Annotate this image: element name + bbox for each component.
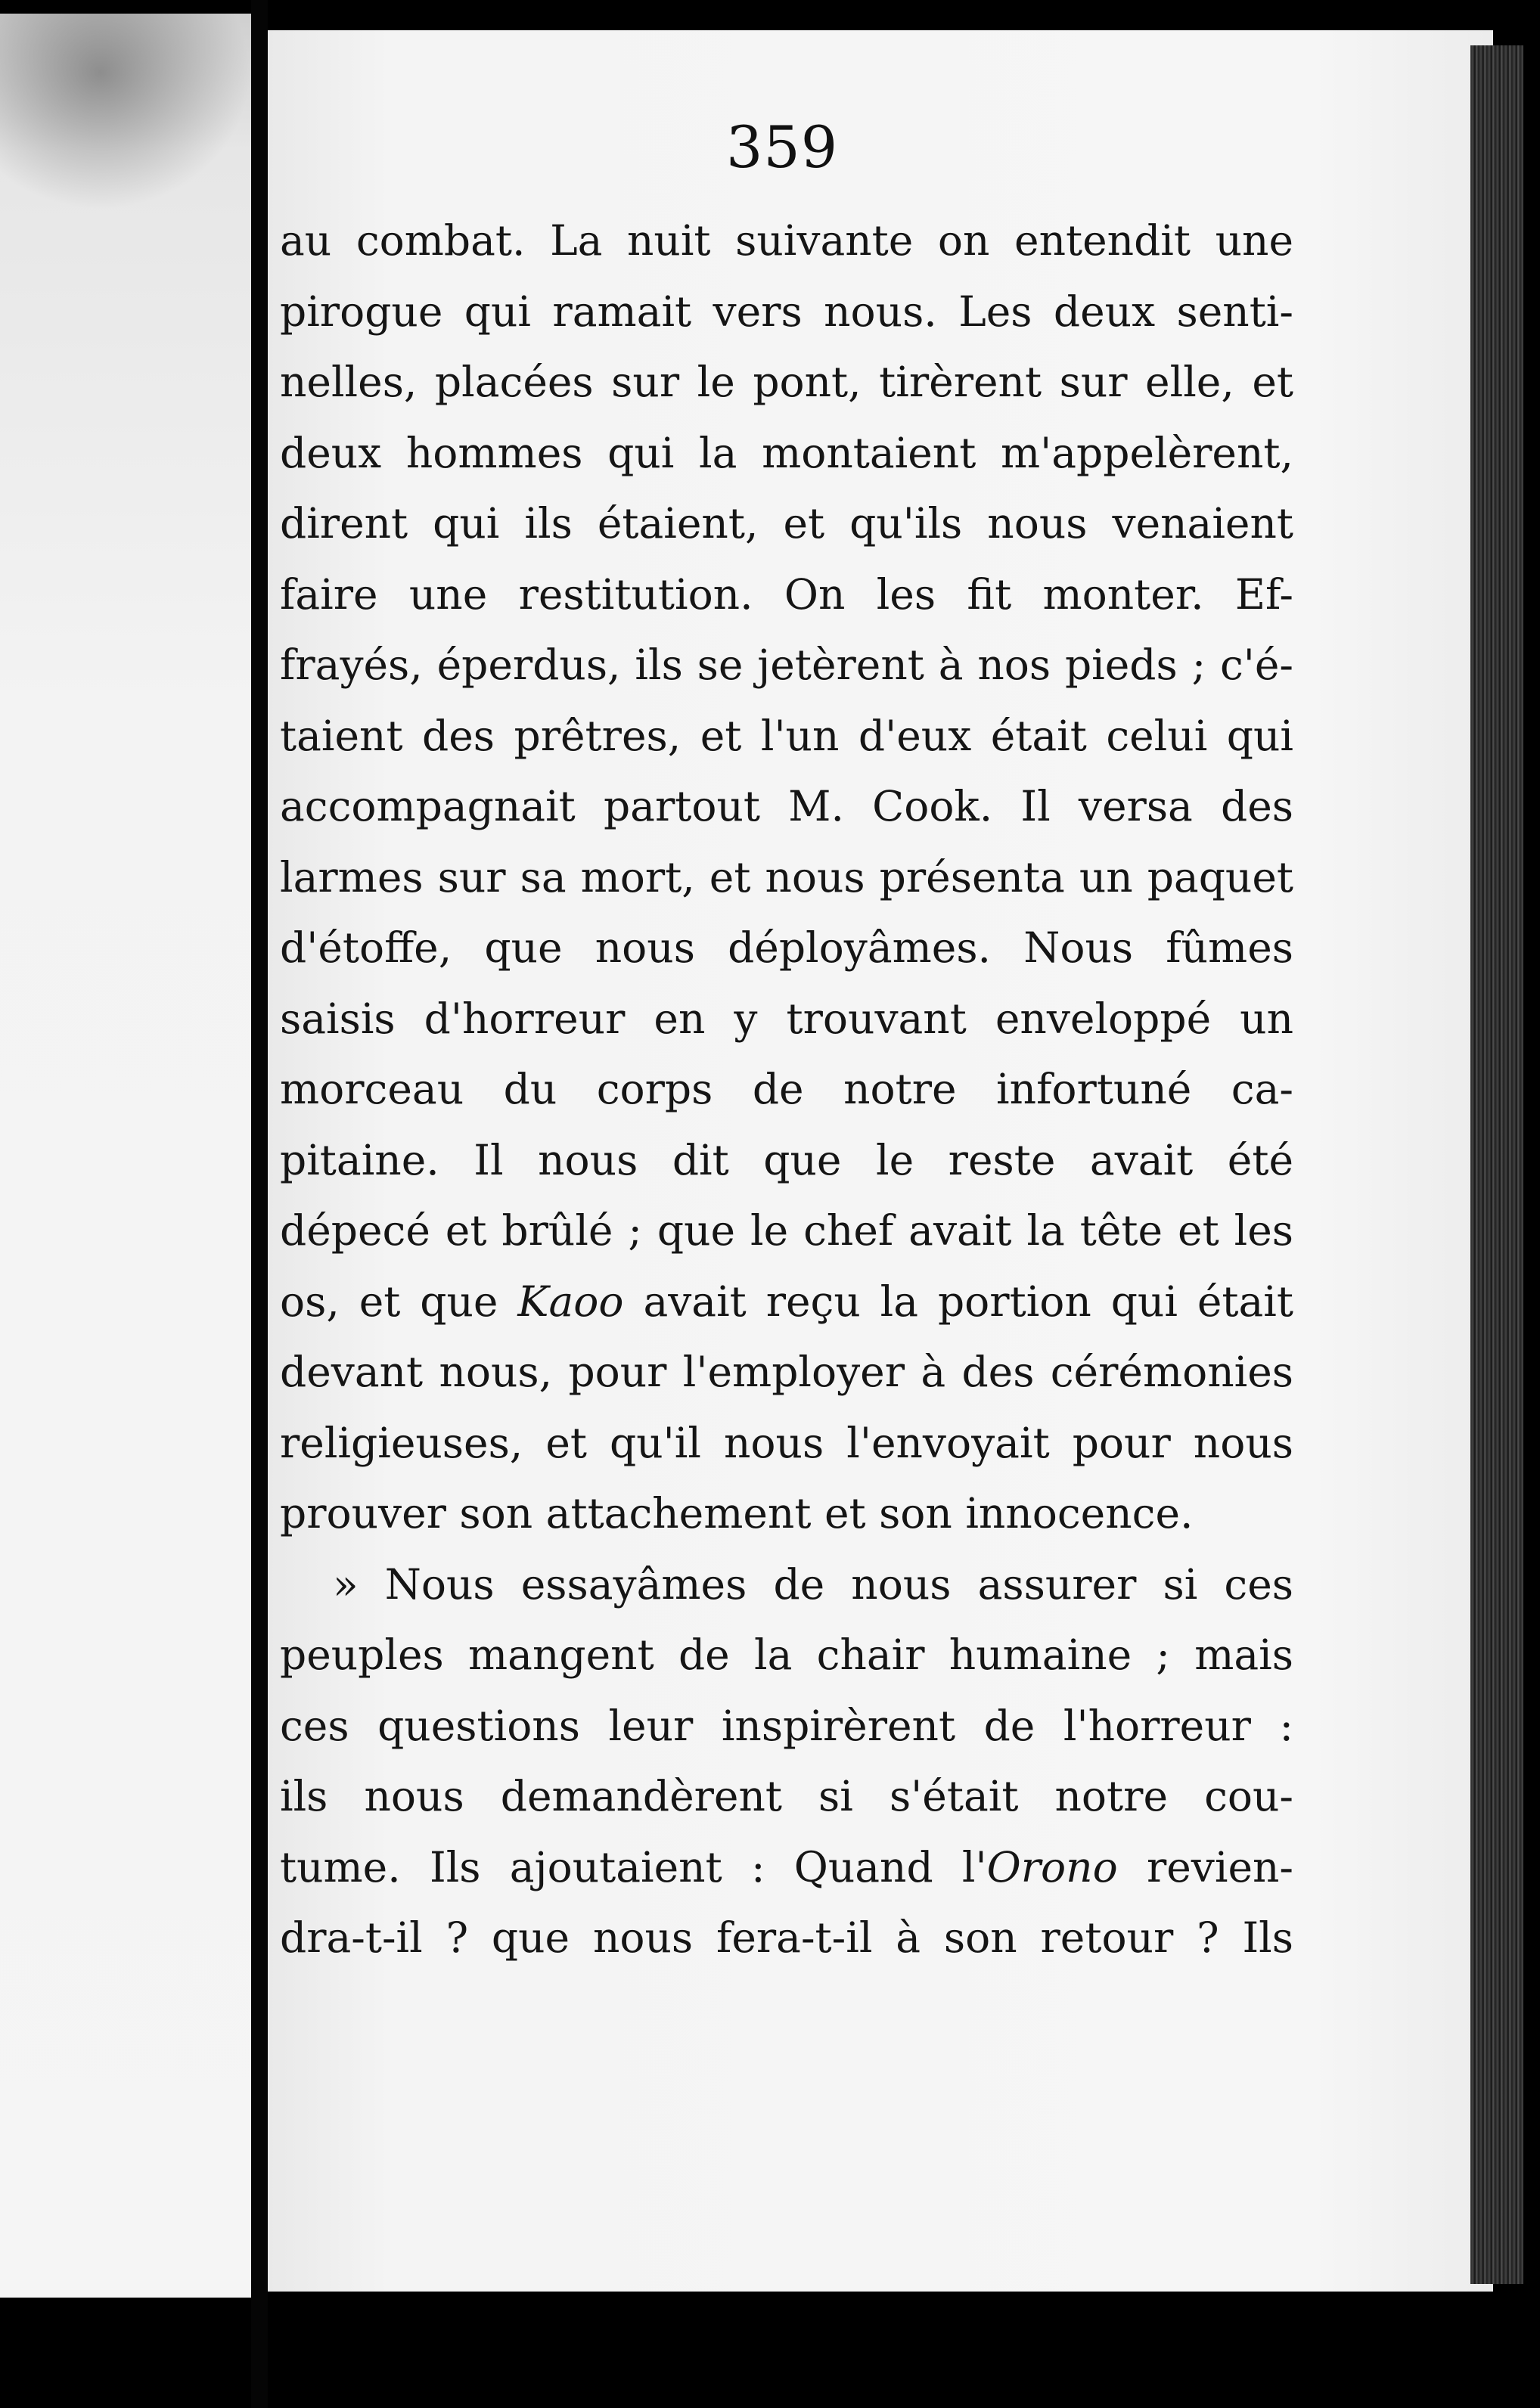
text-line: [280, 1832, 1293, 1904]
page-edges: [1470, 45, 1523, 2284]
text-line: dirent qui ils étaient, et qu'ils nous venaient: [280, 499, 1293, 548]
text-line: [280, 1267, 1293, 1338]
text-segment: avait reçu la portion qui était: [643, 1277, 1293, 1326]
text-line: pitaine. Il nous dit que le reste avait été: [280, 1135, 1293, 1184]
text-line: religieuses, et qu'il nous l'envoyait pour nous: [280, 1418, 1293, 1467]
text-line: frayés, éperdus, ils se jetèrent à nos pieds ; c'é-: [280, 641, 1293, 689]
text-line: devant nous, pour l'employer à des cérémonies: [280, 1348, 1293, 1396]
book-gutter: [251, 0, 268, 2408]
text-segment: revien-: [1146, 1842, 1294, 1891]
text-line: pirogue qui ramait vers nous. Les deux senti-: [280, 287, 1293, 336]
text-line: morceau du corps de notre infortuné ca-: [280, 1065, 1293, 1113]
text-segment: tume. Ils ajoutaient : Quand l': [280, 1842, 987, 1891]
text-line: d'étoffe, que nous déployâmes. Nous fûmes: [280, 923, 1293, 972]
text-line: faire une restitution. On les fit monter. Ef-: [280, 569, 1293, 619]
text-segment: os, et que: [280, 1277, 498, 1326]
text-line: deux hommes qui la montaient m'appelèrent,: [280, 428, 1293, 477]
facing-page-stain: [0, 14, 251, 210]
body-text: [280, 206, 1293, 1974]
italic-name: Kaoo: [517, 1277, 624, 1326]
text-line: au combat. La nuit suivante on entendit une: [280, 216, 1293, 265]
facing-page: [0, 14, 251, 2298]
text-line: peuples mangent de la chair humaine ; mais: [280, 1631, 1293, 1679]
text-line: dépecé et brûlé ; que le chef avait la tête et les: [280, 1206, 1293, 1255]
page-number: 359: [726, 113, 839, 181]
text-line: dra-t-il ? que nous fera-t-il à son retour ? Ils: [280, 1913, 1293, 1962]
text-line: ces questions leur inspirèrent de l'horreur :: [280, 1701, 1293, 1750]
text-line: » Nous essayâmes de nous assurer si ces: [333, 1559, 1293, 1609]
text-line: accompagnait partout M. Cook. Il versa des: [280, 782, 1293, 830]
text-line: saisis d'horreur en y trouvant enveloppé un: [280, 994, 1293, 1043]
text-line: larmes sur sa mort, et nous présenta un paquet: [280, 852, 1293, 901]
italic-name: Orono: [986, 1842, 1118, 1891]
text-line: prouver son attachement et son innocence.: [280, 1489, 1194, 1538]
text-line: nelles, placées sur le pont, tirèrent sur elle, et: [280, 358, 1293, 406]
text-line: taient des prêtres, et l'un d'eux était celui qui: [280, 711, 1293, 760]
text-line: ils nous demandèrent si s'était notre cou-: [280, 1772, 1293, 1820]
